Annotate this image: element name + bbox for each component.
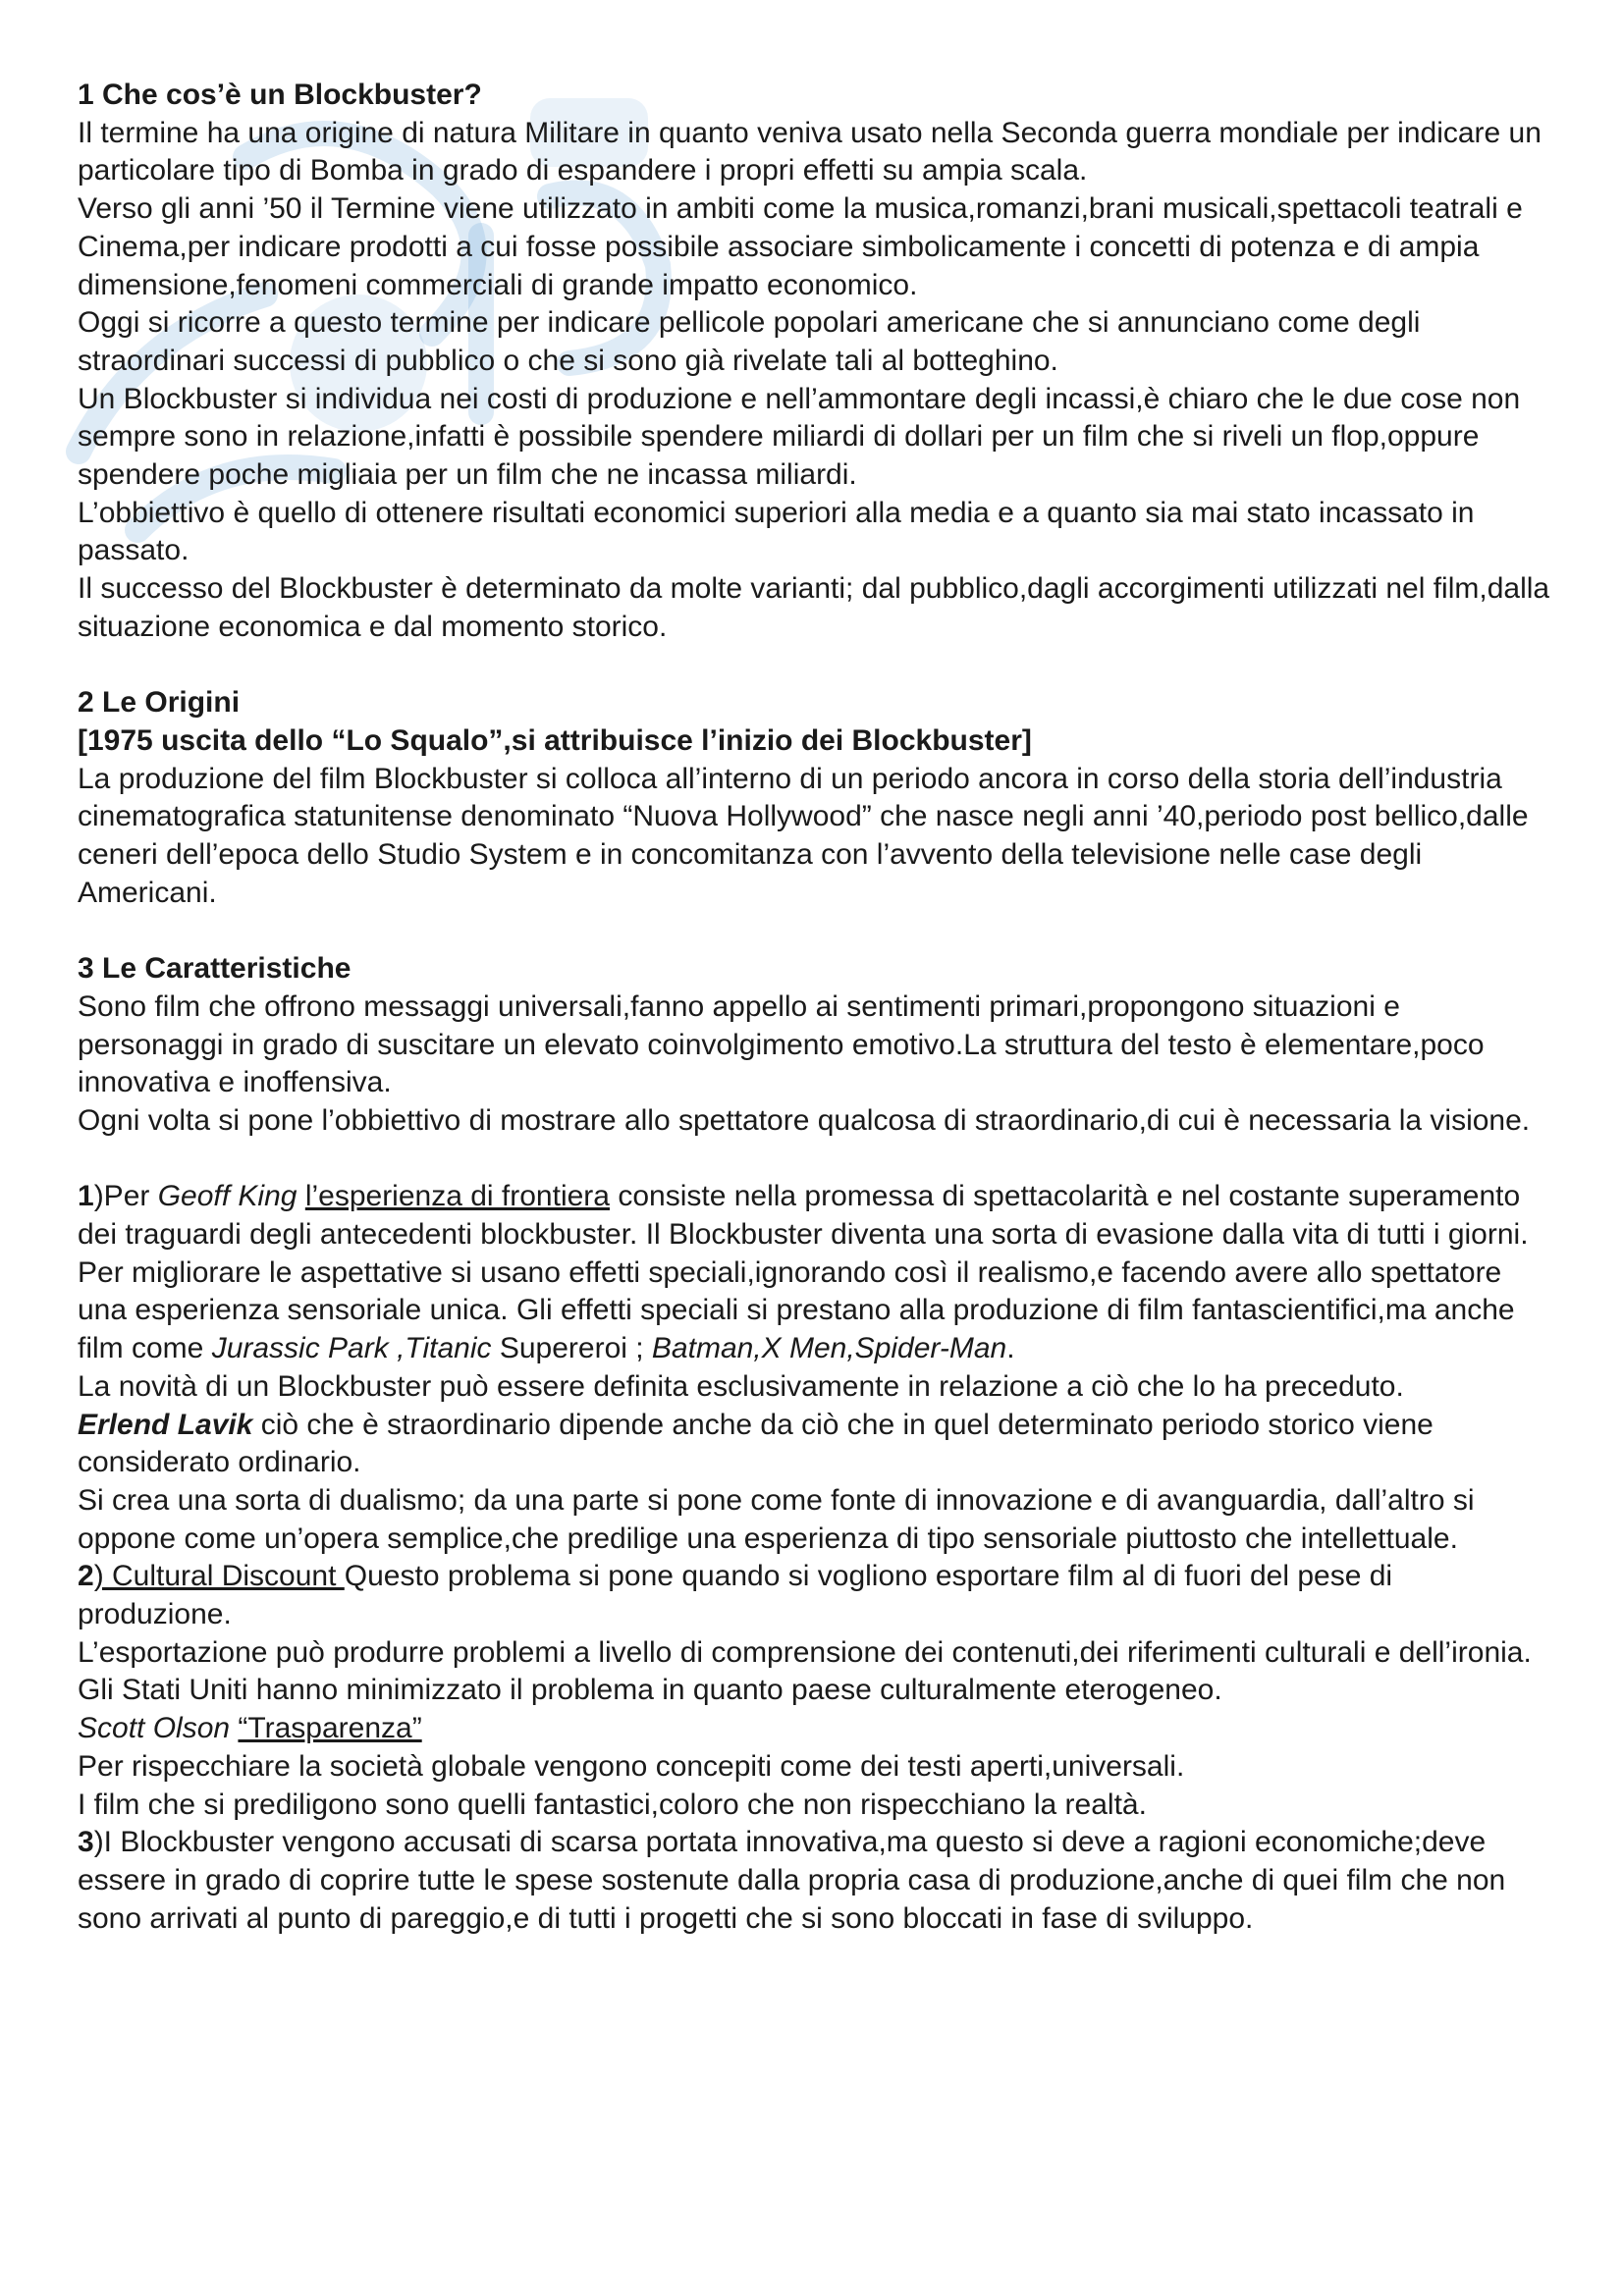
film-titles: Jurassic Park ,Titanic	[211, 1332, 492, 1365]
text: ciò che è straordinario dipende anche da ciò che in quel determinato periodo storico viene considerato ordinario.	[78, 1408, 1434, 1479]
term: “Trasparenza”	[238, 1712, 422, 1745]
author-name: Geoff King	[157, 1180, 298, 1213]
point-number: 1	[78, 1180, 94, 1213]
text: )I Blockbuster vengono accusati di scarsa portata innovativa,ma questo si deve a ragioni economiche;deve essere in grado di coprire tutte le spese sostenute dalla propria casa di produzione,anche di quei film che non sono arrivati al punto di pareggio,e di tutti i progetti che si sono bloccati in fase di sviluppo.	[78, 1826, 1506, 1935]
text: Per migliorare le aspettative si usano effetti speciali,ignorando così il realismo,e facendo avere allo spettatore una esperienza sensoriale unica. Gli effetti speciali si prestano alla produzione di film fantascientifici,ma anche film come	[78, 1255, 1515, 1365]
paragraph: Per rispecchiare la società globale vengono concepiti come dei testi aperti,universali.	[78, 1749, 1185, 1783]
spacer	[78, 912, 1550, 950]
paragraph: L’esportazione può produrre problemi a livello di comprensione dei contenuti,dei riferimenti culturali e dell’ironia.	[78, 1635, 1532, 1669]
author-name: Scott Olson	[78, 1712, 231, 1745]
paragraph: La produzione del film Blockbuster si colloca all’interno di un periodo ancora in corso della storia dell’industria cinematografica statunitense denominato “Nuova Hollywood” che nasce negli anni ’40,periodo post bellico,dalle ceneri dell’epoca dello Studio System e in concomitanza con l’avvento della televisione nelle case degli Americani.	[78, 762, 1529, 909]
text: Questo problema si pone quando si vogliono esportare film al di fuori del pese di produzione.	[78, 1560, 1393, 1631]
paragraph: Verso gli anni ’50 il Termine viene utilizzato in ambiti come la musica,romanzi,brani musicali,spettacoli teatrali e Cinema,per indicare prodotti a cui fosse possibile associare simbolicamente i concetti di potenza e di ampia dimensione,fenomeni commerciali di grande impatto economico.	[78, 192, 1523, 301]
paragraph: Gli Stati Uniti hanno minimizzato il problema in quanto paese culturalmente eterogeneo.	[78, 1674, 1222, 1707]
paragraph: Ogni volta si pone l’obbiettivo di mostrare allo spettatore qualcosa di straordinario,di cui è necessaria la visione.	[78, 1103, 1531, 1137]
paragraph: La novità di un Blockbuster può essere definita esclusivamente in relazione a ciò che lo ha preceduto.	[78, 1369, 1404, 1403]
section-1-title: 1 Che cos’è un Blockbuster?	[78, 79, 482, 111]
paragraph: Sono film che offrono messaggi universali,fanno appello ai sentimenti primari,propongono situazioni e personaggi in grado di suscitare un elevato coinvolgimento emotivo.La struttura del testo è elementare,poco innovativa e inoffensiva.	[78, 989, 1485, 1099]
paragraph: Si crea una sorta di dualismo; da una parte si pone come fonte di innovazione e di avanguardia, dall’altro si oppone come un’opera semplice,che predilige una esperienza di tipo sensoriale piuttosto che intellettuale.	[78, 1483, 1475, 1555]
paragraph: Il termine ha una origine di natura Militare in quanto veniva usato nella Seconda guerra mondiale per indicare un particolare tipo di Bomba in grado di espandere i propri effetti su ampia scala.	[78, 116, 1542, 187]
point-2	[78, 1558, 1550, 1633]
paragraph	[78, 1407, 1550, 1482]
point-1	[78, 1178, 1550, 1254]
paragraph	[78, 1255, 1550, 1368]
paragraph: Un Blockbuster si individua nei costi di produzione e nell’ammontare degli incassi,è chiaro che le due cose non sempre sono in relazione,infatti è possibile spendere miliardi di dollari per un film che si riveli un flop,oppure spendere poche migliaia per un film che ne incassa miliardi.	[78, 382, 1521, 492]
text: consiste nella promessa di spettacolarità e nel costante superamento dei traguardi degli antecedenti blockbuster. Il Blockbuster diventa una sorta di evasione dalla vita di tutti i giorni.	[78, 1180, 1529, 1252]
section-2-subtitle: [1975 uscita dello “Lo Squalo”,si attribuisce l’inizio dei Blockbuster]	[78, 723, 1032, 757]
paragraph	[78, 1710, 1550, 1748]
section-2-title: 2 Le Origini	[78, 686, 241, 720]
section-3-title: 3 Le Caratteristiche	[78, 952, 352, 986]
paragraph: Il successo del Blockbuster è determinato da molte varianti; dal pubblico,dagli accorgimenti utilizzati nel film,dalla situazione economica e dal momento storico.	[78, 572, 1550, 643]
text: )Per	[93, 1180, 158, 1213]
text: .	[1006, 1332, 1015, 1365]
paragraph: Oggi si ricorre a questo termine per indicare pellicole popolari americane che si annunciano come degli straordinari successi di pubblico o che si sono già rivelate tali al botteghino.	[78, 306, 1421, 377]
point-number: 2	[78, 1560, 94, 1593]
author-name: Erlend Lavik	[78, 1408, 253, 1441]
film-titles: Batman,X Men,Spider-Man	[651, 1332, 1007, 1365]
spacer	[78, 647, 1550, 685]
spacer	[78, 1141, 1550, 1179]
term: ) Cultural Discount	[93, 1560, 345, 1593]
text	[297, 1180, 304, 1212]
text: Supereroi ;	[491, 1332, 652, 1365]
document-page	[78, 77, 1550, 1938]
paragraph: L’obbiettivo è quello di ottenere risultati economici superiori alla media e a quanto sia mai stato incassato in passato.	[78, 496, 1475, 567]
term: l’esperienza di frontiera	[304, 1180, 610, 1213]
paragraph: I film che si prediligono sono quelli fantastici,coloro che non rispecchiano la realtà.	[78, 1788, 1147, 1821]
point-number: 3	[78, 1826, 94, 1859]
point-3	[78, 1824, 1550, 1938]
